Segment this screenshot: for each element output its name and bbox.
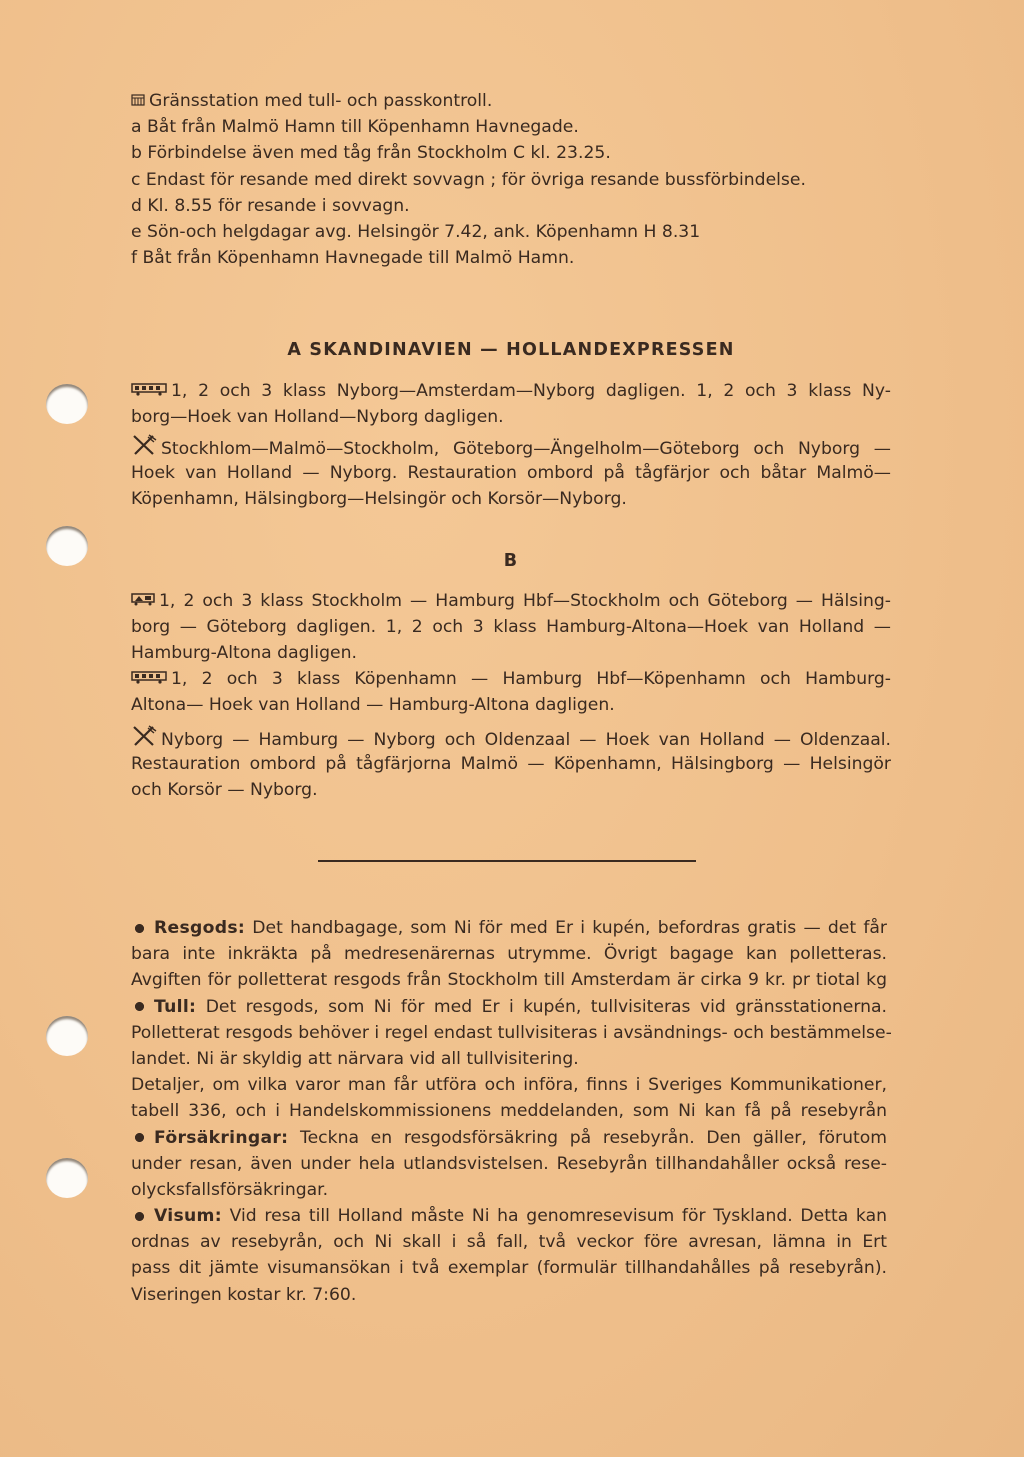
bullet-icon <box>135 1002 144 1011</box>
text-line: Viseringen kostar kr. 7:60. <box>131 1284 357 1305</box>
text-line: under resan, även under hela utlandsvistelsen. Resebyrån tillhandahåller också rese- <box>131 1153 887 1174</box>
text-line: ordnas av resebyrån, och Ni skall i så fall, två veckor före avresan, lämna in Ert <box>131 1232 887 1253</box>
text-line: Restauration ombord på tågfärjorna Malmö — Köpenhamn, Hälsingborg — Helsingör <box>131 754 891 775</box>
text-line: bara inte inkräkta på medresenärernas utrymme. Övrigt bagage kan polletteras. <box>131 944 887 965</box>
text: Stockhlom—Malmö—Stockholm, Göteborg—Ängelholm—Göteborg och Nyborg — <box>161 439 891 460</box>
binder-hole <box>46 526 88 566</box>
binder-hole <box>46 384 88 424</box>
text-line: borg—Hoek van Holland—Nyborg dagligen. <box>131 407 504 428</box>
visum-label: Visum: <box>154 1206 222 1227</box>
resgods-label: Resgods: <box>154 918 246 938</box>
text-line: tabell 336, och i Handelskommissionens meddelanden, som Ni kan få på resebyrån <box>131 1101 887 1122</box>
text: Det resgods, som Ni för med Er i kupén, tullvisiteras vid gränsstationerna. <box>205 996 887 1017</box>
section-a-sleeper <box>131 378 891 430</box>
section-a-title: A SKANDINAVIEN — HOLLANDEXPRESSEN <box>287 340 735 360</box>
text-line: Avgiften för polletterat resgods från Stockholm till Amsterdam är cirka 9 kr. pr tiotal kg <box>131 970 887 991</box>
sleeping-car-icon <box>131 666 167 692</box>
text: Det handbagage, som Ni för med Er i kupén, befordras gratis — det får <box>252 918 887 938</box>
footnote-line: f Båt från Köpenhamn Havnegade till Malmö Hamn. <box>131 248 575 269</box>
binder-hole <box>46 1016 88 1056</box>
customs-icon <box>131 88 145 114</box>
section-b-sleeper <box>131 666 891 718</box>
text: Vid resa till Holland måste Ni ha genomresevisum för Tyskland. Detta kan <box>229 1206 888 1227</box>
text-line: Detaljer, om vilka varor man får utföra och införa, finns i Sveriges Kommunikationer, <box>131 1075 887 1096</box>
text-line: Köpenhamn, Hälsingborg—Helsingör och Korsör—Nyborg. <box>131 489 627 510</box>
bullet-icon <box>135 1212 144 1221</box>
section-b-title: B <box>503 551 519 571</box>
text-line <box>131 915 887 941</box>
footnote-line: a Båt från Malmö Hamn till Köpenhamn Havnegade. <box>131 117 579 138</box>
text-line: landet. Ni är skyldig att närvara vid all tullvisitering. <box>131 1048 579 1069</box>
footnotes <box>131 88 851 271</box>
couchette-car-icon <box>131 588 155 614</box>
bullet-icon <box>135 1133 144 1142</box>
footnote-line: e Sön-och helgdagar avg. Helsingör 7.42, ank. Köpenhamn H 8.31 <box>131 221 701 242</box>
text: 1, 2 och 3 klass Stockholm — Hamburg Hbf—Stockholm och Göteborg — Hälsing- <box>159 591 891 612</box>
text-line <box>131 1203 887 1229</box>
text-line <box>131 994 887 1020</box>
text: Teckna en resgodsförsäkring på resebyrån. Den gäller, förutom <box>300 1127 888 1148</box>
footnote-line: b Förbindelse även med tåg från Stockholm C kl. 23.25. <box>131 143 611 164</box>
binder-hole <box>46 1158 88 1198</box>
divider <box>318 860 696 862</box>
text: 1, 2 och 3 klass Nyborg—Amsterdam—Nyborg dagligen. 1, 2 och 3 klass Ny- <box>171 381 891 402</box>
section-a-restaurant <box>131 434 891 513</box>
text-line <box>131 725 891 751</box>
forsakringar-label: Försäkringar: <box>154 1127 289 1148</box>
text-line <box>131 434 891 460</box>
section-b-couchette <box>131 588 891 667</box>
text: Nyborg — Hamburg — Nyborg och Oldenzaal — Hoek van Holland — Oldenzaal. <box>161 730 891 751</box>
text-line: och Korsör — Nyborg. <box>131 780 318 801</box>
footnote-text: Gränsstation med tull- och passkontroll. <box>149 91 493 112</box>
sleeping-car-icon <box>131 378 167 404</box>
footnote-line: d Kl. 8.55 för resande i sovvagn. <box>131 195 410 216</box>
text-line: Hamburg-Altona dagligen. <box>131 643 357 664</box>
footnote-line: c Endast för resande med direkt sovvagn ; för övriga resande bussförbindelse. <box>131 169 806 190</box>
text-line: borg — Göteborg dagligen. 1, 2 och 3 klass Hamburg-Altona—Hoek van Holland — <box>131 617 891 638</box>
text-line: Altona— Hoek van Holland — Hamburg-Altona dagligen. <box>131 695 615 716</box>
text-line <box>131 1125 887 1151</box>
text-line <box>131 588 891 614</box>
tull-label: Tull: <box>154 996 197 1017</box>
text-line <box>131 378 891 404</box>
footnote-line <box>131 88 851 114</box>
text-line: Hoek van Holland — Nyborg. Restauration ombord på tågfärjor och båtar Malmö— <box>131 463 891 484</box>
text-line: olycksfallsförsäkringar. <box>131 1179 329 1200</box>
text-line: pass dit jämte visumansökan i två exemplar (formulär tillhandahålles på resebyrån). <box>131 1258 887 1279</box>
text-line <box>131 666 891 692</box>
text-line: Polletterat resgods behöver i regel endast tullvisiteras i avsändnings- och bestämmelse- <box>131 1022 892 1043</box>
travel-info <box>131 915 892 1308</box>
bullet-icon <box>135 924 144 933</box>
text: 1, 2 och 3 klass Köpenhamn — Hamburg Hbf—Köpenhamn och Hamburg- <box>171 669 891 690</box>
section-b-restaurant <box>131 725 891 804</box>
